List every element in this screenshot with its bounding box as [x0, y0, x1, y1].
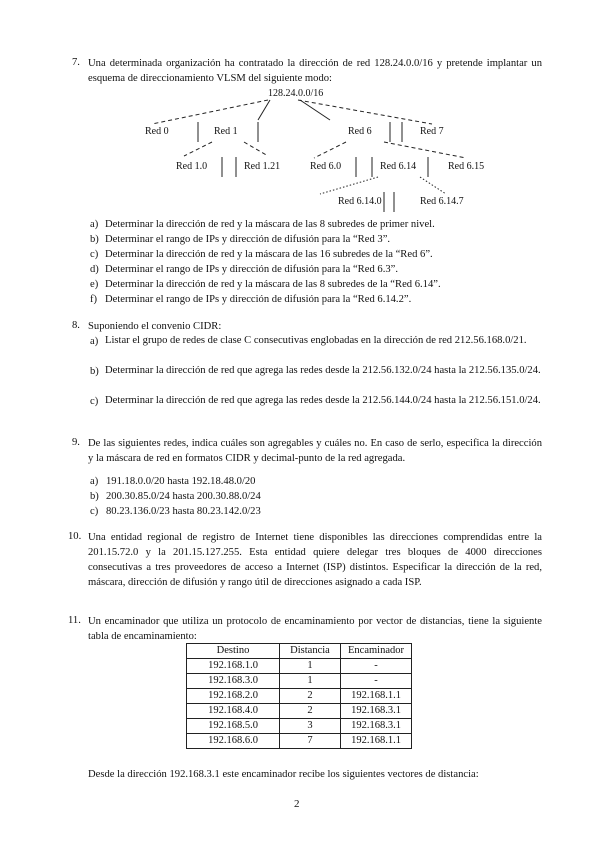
table-header: Destino: [187, 644, 280, 659]
table-row: [187, 659, 412, 674]
tree-node-red6-14: Red 6.14: [380, 161, 417, 172]
table-cell: 1: [280, 674, 341, 689]
q7-item-d: Determinar el rango de IPs y dirección de difusión para la “Red 6.3”.: [105, 264, 398, 275]
q7-item-f: Determinar el rango de IPs y dirección de difusión para la “Red 6.14.2”.: [105, 294, 412, 305]
table-row: [187, 674, 412, 689]
tree-node-red1-21: Red 1.21: [244, 161, 281, 172]
tree-edge: [152, 100, 268, 124]
q9-item-a-letter: a): [90, 476, 99, 487]
q7-item-d-letter: d): [90, 264, 99, 275]
q9-item-c-letter: c): [90, 506, 99, 517]
vlsm-tree-diagram: [0, 0, 600, 220]
q9-item-b: 200.30.85.0/24 hasta 200.30.88.0/24: [106, 491, 261, 502]
tree-node-red6: Red 6: [348, 126, 372, 137]
table-cell: 192.168.4.0: [187, 704, 280, 719]
q7-item-f-letter: f): [90, 294, 98, 305]
q8-text: Suponiendo el convenio CIDR:: [88, 321, 222, 332]
tree-edge: [184, 142, 212, 156]
table-cell: 192.168.1.0: [187, 659, 280, 674]
table-header: Encaminador: [341, 644, 412, 659]
table-cell: 2: [280, 689, 341, 704]
table-cell: 3: [280, 719, 341, 734]
q9-item-c: 80.23.136.0/23 hasta 80.23.142.0/23: [106, 506, 261, 517]
q8-item-b-letter: b): [90, 366, 99, 377]
tree-node-red1: Red 1: [214, 126, 238, 137]
q9-text: De las siguientes redes, indica cuáles son agregables y cuáles no. En caso de serlo, especifica la dirección y la máscara de red en formatos CIDR y decimal-punto de la red agregada.: [88, 438, 542, 464]
q8-item-c-letter: c): [90, 396, 99, 407]
table-row: [187, 704, 412, 719]
q8-item-c: Determinar la dirección de red que agrega las redes desde la 212.56.144.0/24 hasta la 212.56.151.0/24.: [105, 395, 541, 406]
table-cell: 192.168.6.0: [187, 734, 280, 749]
page-number: 2: [294, 798, 300, 810]
q9-item-b-letter: b): [90, 491, 99, 502]
tree-node-red6-14-0: Red 6.14.0: [338, 196, 382, 207]
table-cell: 192.168.2.0: [187, 689, 280, 704]
q7-text: Una determinada organización ha contratado la dirección de red 128.24.0.0/16 y pretende implantar un esquema de direccionamiento VLSM del siguiente modo:: [88, 58, 542, 84]
q7-item-b: Determinar el rango de IPs y dirección de difusión para la “Red 3”.: [105, 234, 391, 245]
tree-node-red6-15: Red 6.15: [448, 161, 485, 172]
tree-node-red6-14-7: Red 6.14.7: [420, 196, 464, 207]
tree-node-red7: Red 7: [420, 126, 444, 137]
q7-item-e: Determinar la dirección de red y la máscara de las 8 subredes de la “Red 6.14”.: [105, 279, 441, 290]
tree-edge: [244, 142, 268, 156]
table-cell: 192.168.3.1: [341, 719, 412, 734]
q10-number: 10.: [68, 531, 82, 542]
table-cell: -: [341, 674, 412, 689]
table-row: [187, 719, 412, 734]
q7-item-a: Determinar la dirección de red y la máscara de las 8 subredes de primer nivel.: [105, 219, 435, 230]
q7-number: 7.: [72, 57, 80, 68]
table-row: [187, 734, 412, 749]
q7-item-c: Determinar la dirección de red y la máscara de las 16 subredes de la “Red 6”.: [105, 249, 433, 260]
q11-number: 11.: [68, 615, 81, 626]
table-header-row: [187, 644, 412, 659]
table-cell: 7: [280, 734, 341, 749]
tree-edge: [420, 177, 446, 194]
q8-item-b: Determinar la dirección de red que agrega las redes desde la 212.56.132.0/24 hasta la 212.56.135.0/24.: [105, 365, 541, 376]
tree-node-red6-0: Red 6.0: [310, 161, 342, 172]
q7-item-e-letter: e): [90, 279, 99, 290]
q8-item-a: Listar el grupo de redes de clase C consecutivas englobadas en la dirección de red 212.56.168.0/21.: [105, 335, 527, 346]
table-cell: 2: [280, 704, 341, 719]
table-cell: 192.168.1.1: [341, 689, 412, 704]
table-cell: -: [341, 659, 412, 674]
q11-after-text: Desde la dirección 192.168.3.1 este encaminador recibe los siguientes vectores de distancia:: [88, 769, 479, 780]
tree-edge: [320, 177, 378, 194]
q11-text: Un encaminador que utiliza un protocolo de encaminamiento por vector de distancias, tiene la siguiente tabla de encaminamiento:: [88, 616, 542, 642]
q8-number: 8.: [72, 320, 80, 331]
tree-node-red0: Red 0: [145, 126, 169, 137]
q7-item-b-letter: b): [90, 234, 99, 245]
tree-node-root: 128.24.0.0/16: [268, 88, 324, 99]
table-cell: 192.168.5.0: [187, 719, 280, 734]
table-row: [187, 689, 412, 704]
table-cell: 1: [280, 659, 341, 674]
q10-text: Una entidad regional de registro de Internet tiene disponibles las direcciones comprendidas entre la 201.15.72.0 y la 201.15.127.255. Esta entidad quiere delegar tres bloques de 4000 direcciones consecutivas a tres proveedores de acceso a Internet (ISP) distintos. Especificar la dirección de la red, máscara, dirección de difusión y rango útil de direcciones asignado a cada ISP.: [88, 532, 542, 588]
routing-table: [186, 643, 412, 749]
tree-edge: [384, 142, 466, 158]
table-cell: 192.168.1.1: [341, 734, 412, 749]
table-header: Distancia: [280, 644, 341, 659]
q7-item-a-letter: a): [90, 219, 99, 230]
q8-item-a-letter: a): [90, 336, 99, 347]
tree-edge: [314, 142, 346, 158]
table-cell: 192.168.3.1: [341, 704, 412, 719]
tree-edge: [258, 100, 270, 120]
q7-item-c-letter: c): [90, 249, 99, 260]
q9-number: 9.: [72, 437, 80, 448]
table-cell: 192.168.3.0: [187, 674, 280, 689]
q9-item-a: 191.18.0.0/20 hasta 192.18.48.0/20: [106, 476, 256, 487]
tree-node-red1-0: Red 1.0: [176, 161, 208, 172]
